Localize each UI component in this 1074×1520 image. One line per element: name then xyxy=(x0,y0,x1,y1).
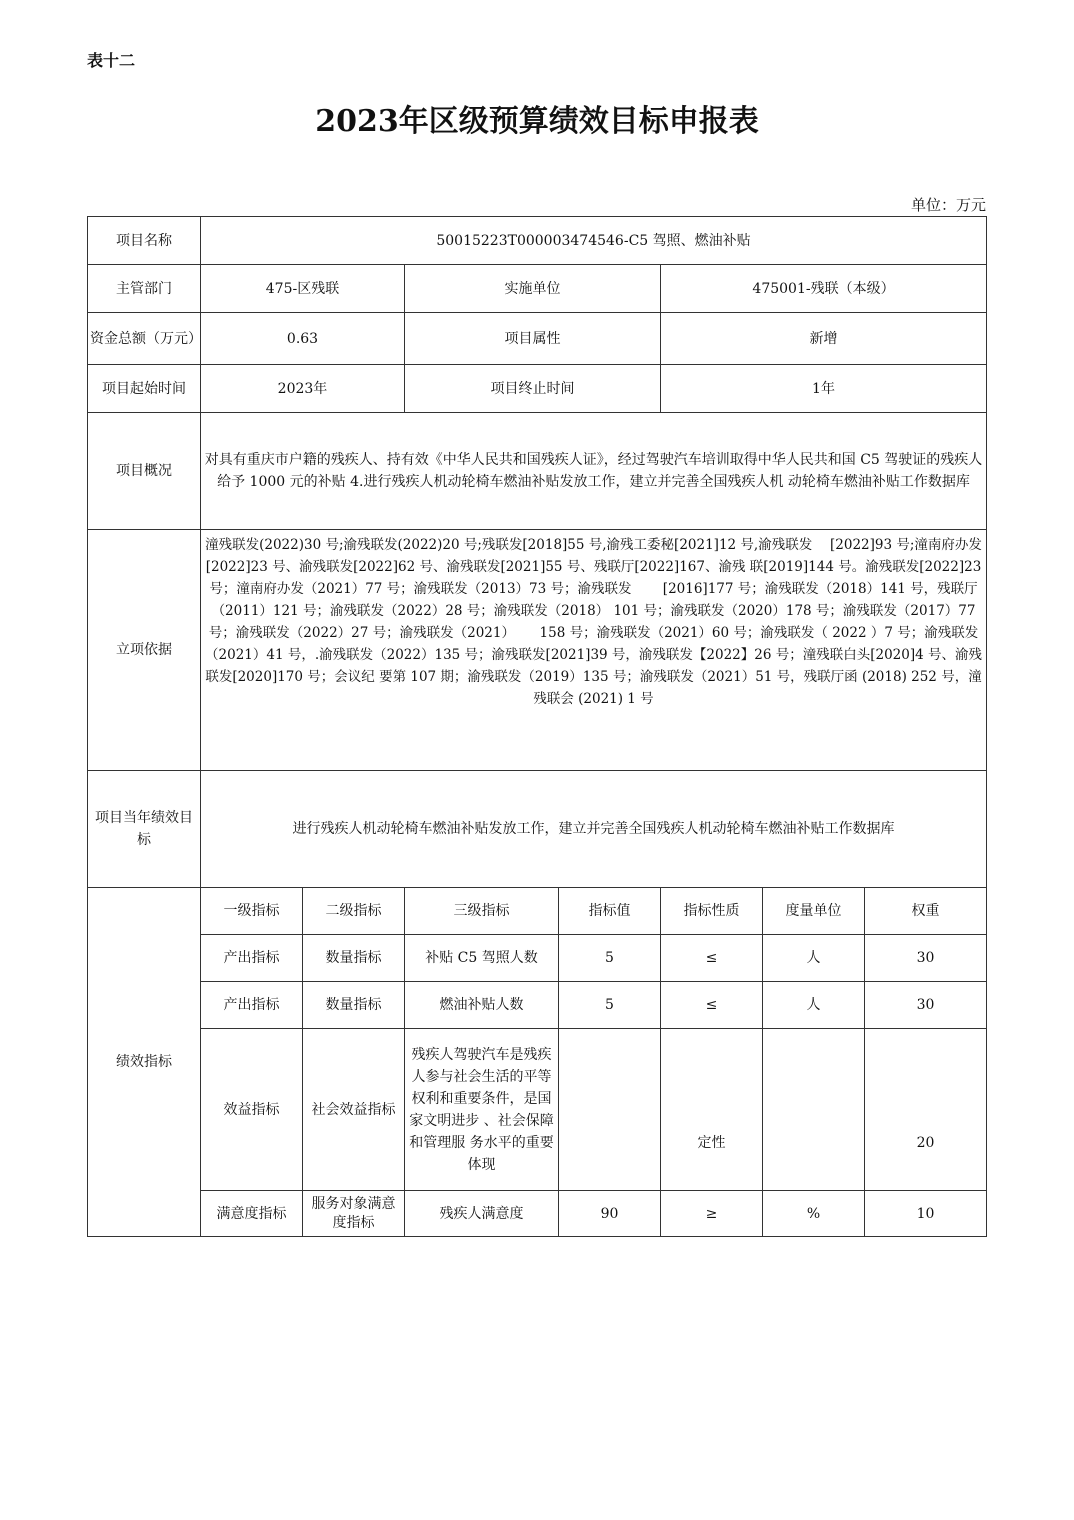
unit-label: 单位：万元 xyxy=(910,196,986,214)
level3-cell: 燃油补贴人数 xyxy=(405,982,559,1029)
dept-value: 475-区残联 xyxy=(201,265,405,313)
start-label: 项目起始时间 xyxy=(88,365,201,413)
overview-value: 对具有重庆市户籍的残疾人、持有效《中华人民共和国残疾人证》，经过驾驶汽车培训取得中华人民共和国 C5 驾驶证的残疾人给予 1000 元的补贴 4.进行残疾人机动轮椅车燃油补贴发放工作，建立并完善全国残疾人机 动轮椅车燃油补贴工作数据库 xyxy=(201,413,987,530)
project-name-label: 项目名称 xyxy=(88,217,201,265)
header-weight: 权重 xyxy=(865,888,987,935)
nature-cell: ≤ xyxy=(661,935,763,982)
weight-cell: 20 xyxy=(865,1029,987,1191)
table-row xyxy=(88,1029,987,1191)
level2-cell: 数量指标 xyxy=(303,935,405,982)
level1-cell: 产出指标 xyxy=(201,982,303,1029)
header-nature: 指标性质 xyxy=(661,888,763,935)
project-name-value: 50015223T000003474546-C5 驾照、燃油补贴 xyxy=(201,217,987,265)
table-row xyxy=(88,935,987,982)
level3-cell: 残疾人满意度 xyxy=(405,1191,559,1237)
goal-value: 进行残疾人机动轮椅车燃油补贴发放工作，建立并完善全国残疾人机动轮椅车燃油补贴工作数据库 xyxy=(201,771,987,888)
row-overview xyxy=(88,413,987,530)
attr-value: 新增 xyxy=(661,313,987,365)
start-value: 2023年 xyxy=(201,365,405,413)
level3-cell: 残疾人驾驶汽车是残疾人参与社会生活的平等权利和重要条件，是国家文明进步 、社会保障和管理服 务水平的重要体现 xyxy=(405,1029,559,1191)
goal-label: 项目当年绩效目标 xyxy=(88,771,201,888)
budget-performance-table xyxy=(87,216,987,1237)
row-period xyxy=(88,365,987,413)
value-cell xyxy=(559,1029,661,1191)
unit-cell: 人 xyxy=(763,935,865,982)
impl-unit-label: 实施单位 xyxy=(405,265,661,313)
unit-cell xyxy=(763,1029,865,1191)
attr-label: 项目属性 xyxy=(405,313,661,365)
table-row xyxy=(88,1191,987,1237)
nature-cell: ≥ xyxy=(661,1191,763,1237)
level2-cell: 服务对象满意度指标 xyxy=(303,1191,405,1237)
row-basis xyxy=(88,530,987,771)
basis-value: 潼残联发(2022)30 号;渝残联发(2022)20 号;残联发[2018]55 号,渝残工委秘[2021]12 号,渝残联发 [2022]93 号;潼南府办发[2022]23 号、渝残联发[2022]62 号、渝残联发[2021]55 号、残联厅[2022]167、渝残 联[2019]144 号。渝残联发[2022]23 号；潼南府办发（2021）77 号；渝残联发（2013）73 号；渝残联发 [2016]177 号；渝残联发（2018）141 号，残联厅（2011）121 号；渝残联发（2022）28 号；渝残联发（2018） 101 号；渝残联发（2020）178 号；渝残联发（2017）77 号；渝残联发（2022）27 号；渝残联发（2021） 158 号；渝残联发（2021）60 号；渝残联发（ 2022 ）7 号；渝残联发（2021）41 号，.渝残联发（2022）135 号；渝残联发[2021]39 号，渝残联发【2022】26 号；潼残联白头[2020]4 号、渝残联发[2020]170 号；会议纪 要第 107 期；渝残联发（2019）135 号；渝残联发（2021）51 号，残联厅函 (2018) 252 号，潼残联会 (2021) 1 号 xyxy=(201,530,987,771)
level1-cell: 满意度指标 xyxy=(201,1191,303,1237)
impl-unit-value: 475001-残联（本级） xyxy=(661,265,987,313)
fund-total-value: 0.63 xyxy=(201,313,405,365)
value-cell: 5 xyxy=(559,935,661,982)
fund-total-label: 资金总额（万元） xyxy=(88,313,201,365)
indicator-header-row xyxy=(88,888,987,935)
basis-label: 立项依据 xyxy=(88,530,201,771)
unit-cell: % xyxy=(763,1191,865,1237)
weight-cell: 10 xyxy=(865,1191,987,1237)
level3-cell: 补贴 C5 驾照人数 xyxy=(405,935,559,982)
nature-cell: ≤ xyxy=(661,982,763,1029)
unit-cell: 人 xyxy=(763,982,865,1029)
end-label: 项目终止时间 xyxy=(405,365,661,413)
indicators-section-label: 绩效指标 xyxy=(88,888,201,1237)
header-level2: 二级指标 xyxy=(303,888,405,935)
header-level1: 一级指标 xyxy=(201,888,303,935)
row-fund xyxy=(88,313,987,365)
weight-cell: 30 xyxy=(865,982,987,1029)
level2-cell: 社会效益指标 xyxy=(303,1029,405,1191)
level1-cell: 产出指标 xyxy=(201,935,303,982)
value-cell: 5 xyxy=(559,982,661,1029)
nature-cell: 定性 xyxy=(661,1029,763,1191)
weight-cell: 30 xyxy=(865,935,987,982)
table-number-label: 表十二 xyxy=(87,51,136,70)
row-project-name xyxy=(88,217,987,265)
header-unit: 度量单位 xyxy=(763,888,865,935)
row-goal xyxy=(88,771,987,888)
header-level3: 三级指标 xyxy=(405,888,559,935)
table-row xyxy=(88,982,987,1029)
level1-cell: 效益指标 xyxy=(201,1029,303,1191)
end-value: 1年 xyxy=(661,365,987,413)
dept-label: 主管部门 xyxy=(88,265,201,313)
value-cell: 90 xyxy=(559,1191,661,1237)
level2-cell: 数量指标 xyxy=(303,982,405,1029)
header-value: 指标值 xyxy=(559,888,661,935)
row-department xyxy=(88,265,987,313)
page-title: 2023年区级预算绩效目标申报表 xyxy=(315,104,759,139)
overview-label: 项目概况 xyxy=(88,413,201,530)
